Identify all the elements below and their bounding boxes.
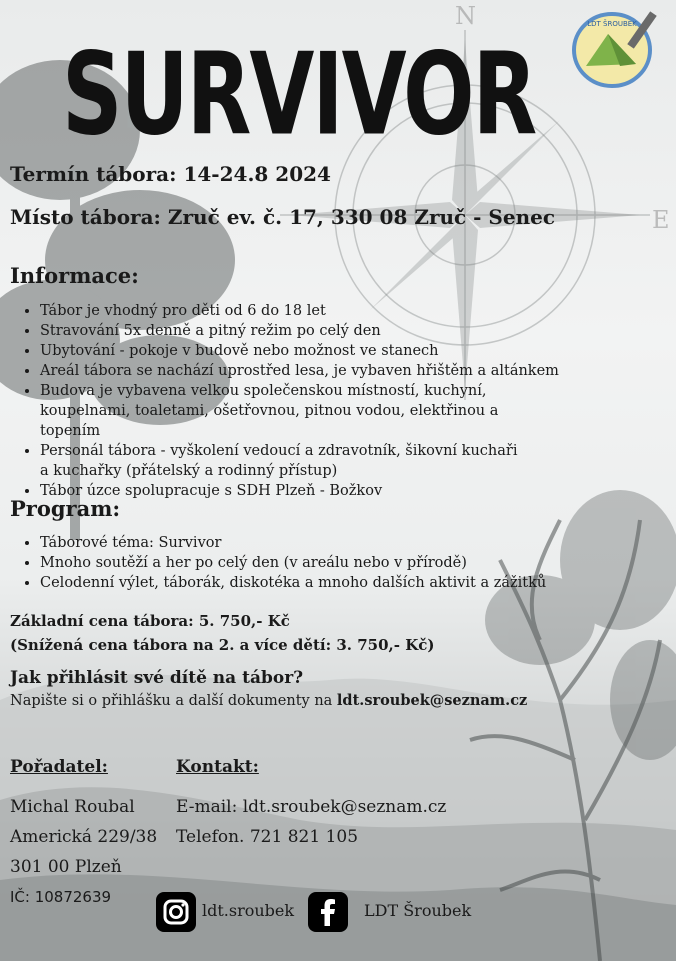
- list-item: • Mnoho soutěží a her po celý den (v areálu nebo v přírodě): [40, 553, 546, 573]
- facebook-icon[interactable]: [308, 892, 348, 932]
- list-item: • Tábor úzce spolupracuje s SDH Plzeň - Božkov: [40, 481, 560, 501]
- list-item: • Personál tábora - vyškolení vedoucí a zdravotník, šikovní kuchaři a kuchařky (přátelský a rodinný přístup): [40, 441, 530, 481]
- organizer-ic: IČ: 10872639: [10, 888, 112, 906]
- program-heading: Program:: [10, 496, 121, 521]
- signup-text: [10, 692, 527, 709]
- organizer-city: 301 00 Plzeň: [10, 857, 122, 877]
- contact-block: [176, 752, 446, 852]
- list-item: • Celodenní výlet, táborák, diskotéka a mnoho dalších aktivit a zážitků: [40, 573, 546, 593]
- svg-text:E: E: [652, 206, 670, 234]
- organizer-block: [10, 752, 157, 912]
- list-item: • Stravování 5x denně a pitný režim po celý den: [40, 321, 560, 341]
- list-item: • Tábor je vhodný pro děti od 6 do 18 let: [40, 301, 560, 321]
- contact-phone: Telefon. 721 821 105: [176, 827, 359, 847]
- signup-heading: Jak přihlásit své dítě na tábor?: [10, 668, 304, 688]
- info-list: [10, 301, 560, 501]
- signup-email-link[interactable]: ldt.sroubek@seznam.cz: [336, 692, 528, 709]
- camp-term: Termín tábora: 14-24.8 2024: [10, 162, 331, 186]
- contact-email[interactable]: E-mail: ldt.sroubek@seznam.cz: [176, 797, 447, 817]
- list-item: • Budova je vybavena velkou společenskou místností, kuchyní, koupelnami, toaletami, ošetřovnou, pitnou vodou, elektřinou a topením: [40, 381, 560, 441]
- list-item: • Ubytování - pokoje v budově nebo možnost ve stanech: [40, 341, 560, 361]
- program-list: [10, 533, 546, 593]
- list-item: • Areál tábora se nachází uprostřed lesa, je vybaven hřištěm a altánkem: [40, 361, 560, 381]
- svg-text:N: N: [455, 2, 476, 30]
- organizer-name: Michal Roubal: [10, 797, 135, 817]
- list-item: • Táborové téma: Survivor: [40, 533, 546, 553]
- info-heading: Informace:: [10, 263, 139, 288]
- instagram-handle[interactable]: ldt.sroubek: [202, 901, 295, 920]
- camp-place: Místo tábora: Zruč ev. č. 17, 330 08 Zruč - Senec: [10, 205, 556, 229]
- signup-instruction: Napište si o přihlášku a další dokumenty na: [10, 693, 333, 709]
- contact-heading: Kontakt:: [176, 757, 259, 777]
- svg-text:LDT ŠROUBEK: LDT ŠROUBEK: [587, 20, 637, 28]
- instagram-icon[interactable]: [156, 892, 196, 932]
- base-price: Základní cena tábora: 5. 750,- Kč: [10, 612, 290, 630]
- reduced-price: (Snížená cena tábora na 2. a více dětí: 3. 750,- Kč): [10, 636, 435, 654]
- organizer-street: Americká 229/38: [10, 827, 158, 847]
- page-title: SURVIVOR: [62, 28, 536, 161]
- organizer-heading: Pořadatel:: [10, 757, 108, 777]
- camp-logo: [568, 6, 660, 92]
- facebook-page[interactable]: LDT Šroubek: [364, 901, 472, 920]
